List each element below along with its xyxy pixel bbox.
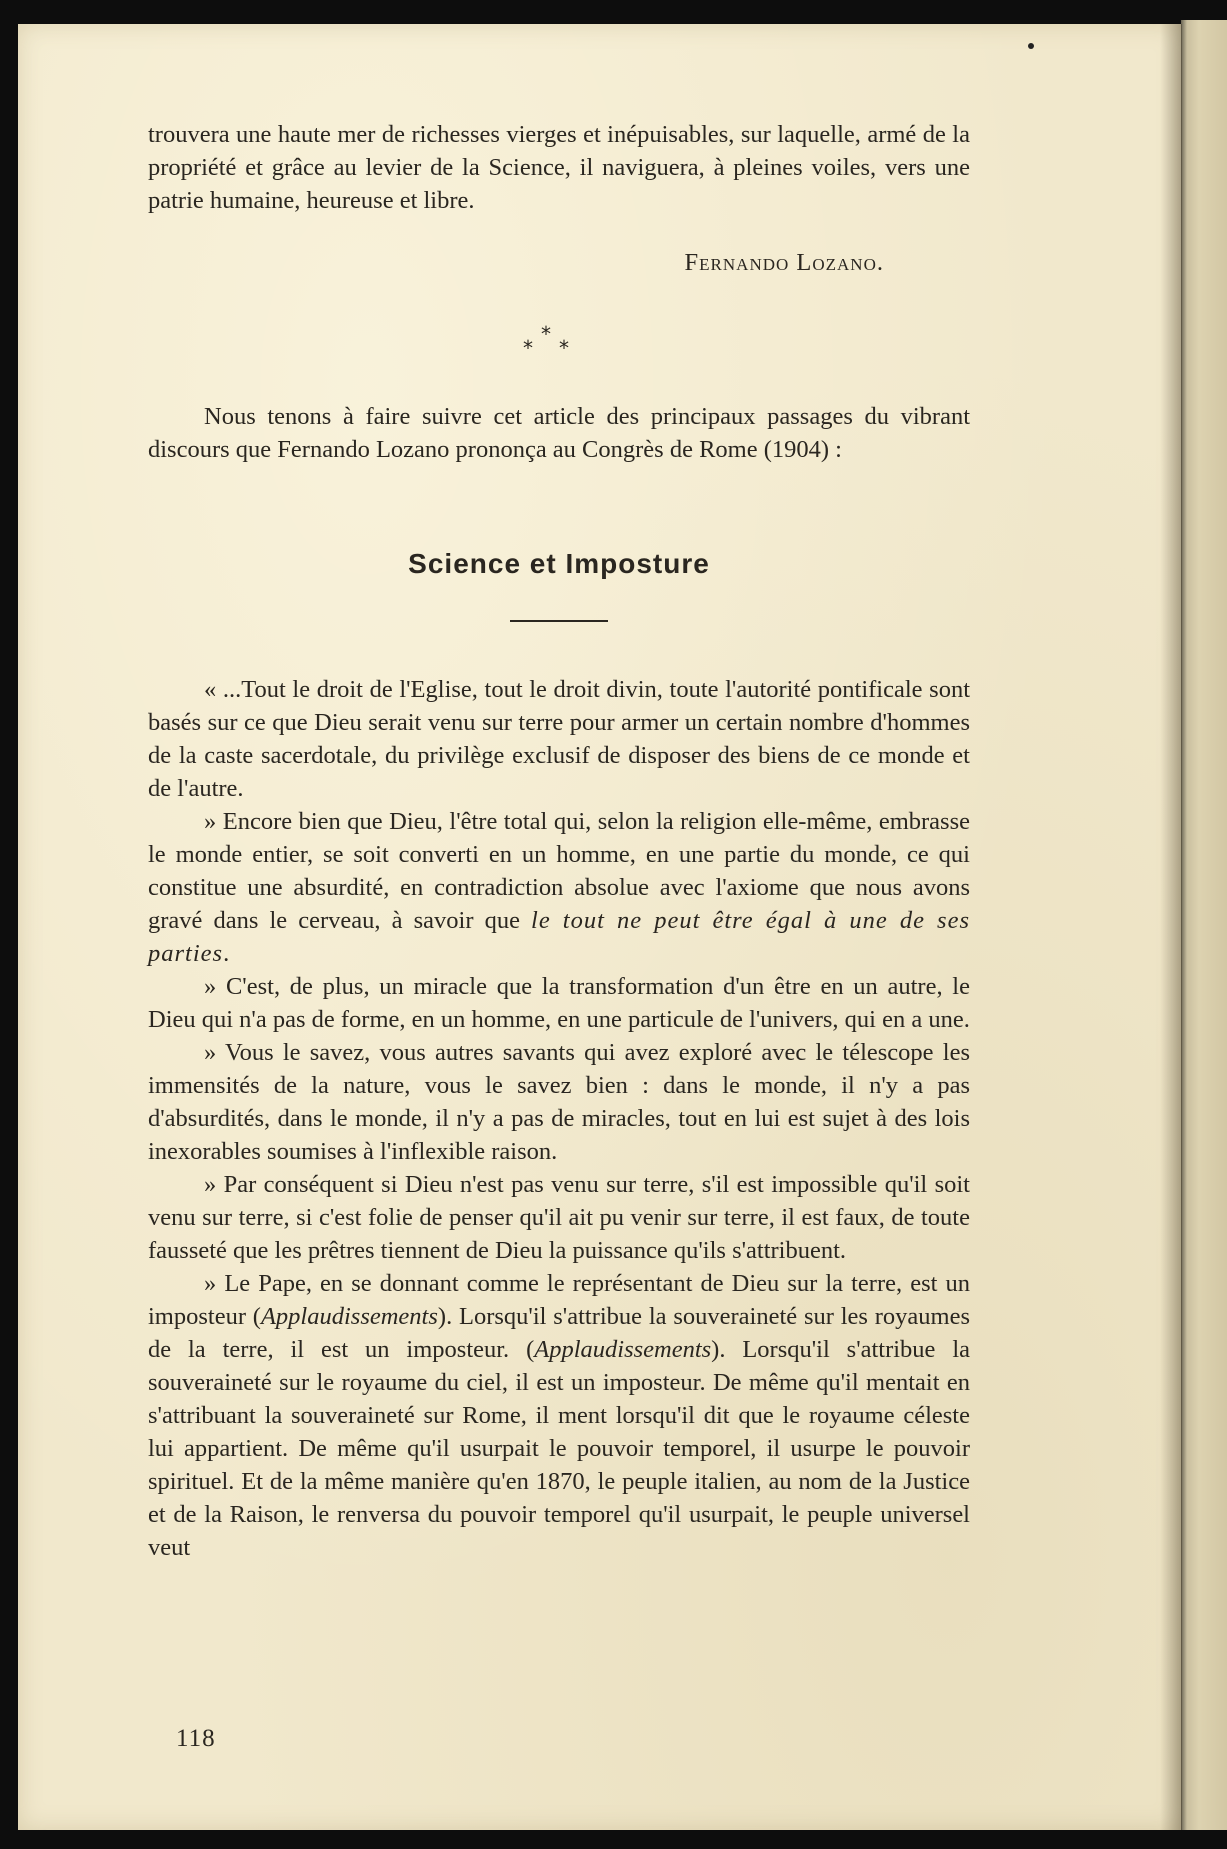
speech-paragraph-1: « ...Tout le droit de l'Eglise, tout le droit divin, toute l'autorité pontificale sont basés sur ce que Dieu serait venu sur terre pour armer un certain nombre d'hommes de la caste sacerdotale, du privilège exclusif de disposer des biens de ce monde et de l'autre. bbox=[148, 676, 970, 802]
asterism-star-left: * bbox=[523, 336, 533, 360]
applause-italic-1: Applaudissements bbox=[260, 1303, 438, 1330]
axiom-italic: le tout ne peut être égal à une de ses parties bbox=[148, 907, 970, 967]
intro-block bbox=[148, 400, 970, 466]
binding-shadow bbox=[1160, 24, 1182, 1830]
asterism-star-right: * bbox=[559, 336, 569, 360]
speech-paragraph-2 bbox=[148, 805, 970, 970]
speech-paragraph-6-a: » Le Pape, en se donnant comme le représentant de Dieu sur la terre, est un imposteur ( bbox=[148, 1270, 970, 1330]
speech-paragraph-2-end: . bbox=[223, 940, 230, 967]
speech-paragraph-6-c: ). Lorsqu'il s'attribue la souveraineté sur le royaume du ciel, il est un imposteur. De même qu'il mentait en s'attribuant la souveraineté sur Rome, il ment lorsqu'il dit que le royaume céleste lui appartient. De même qu'il usurpait le pouvoir temporel, il usurpe le pouvoir spirituel. Et de la même manière qu'en 1870, le peuple italien, au nom de la Justice et de la Raison, le renversa du pouvoir temporel qu'il usurpait, le peuple universel veut bbox=[148, 1336, 970, 1561]
speech-paragraph-6-b: ). Lorsqu'il s'attribue la souveraineté sur les royaumes de la terre, il est un imposteur. ( bbox=[148, 1303, 970, 1363]
speck-mark bbox=[1028, 43, 1034, 49]
intro-paragraph: Nous tenons à faire suivre cet article des principaux passages du vibrant discours que Fernando Lozano prononça au Congrès de Rome (1904) : bbox=[148, 403, 970, 463]
applause-italic-2: Applaudissements bbox=[534, 1336, 712, 1363]
speech-paragraph-2-text: » Encore bien que Dieu, l'être total qui, selon la religion elle-même, embrasse le monde entier, se soit converti en un homme, en une partie du monde, ce qui constitue une absurdité, en contradiction absolue avec l'axiome que nous avons gravé dans le cerveau, à savoir que bbox=[148, 808, 970, 934]
speech-body bbox=[148, 673, 970, 1564]
asterism-separator bbox=[520, 322, 580, 366]
speech-paragraph-3: » C'est, de plus, un miracle que la transformation d'un être en un autre, le Dieu qui n'a pas de forme, en un homme, en une particule de l'univers, qui en a une. bbox=[148, 973, 970, 1033]
top-paragraph-block bbox=[148, 118, 970, 217]
section-title: Science et Imposture bbox=[408, 548, 710, 579]
title-rule bbox=[510, 620, 608, 622]
page-number: 118 bbox=[176, 1725, 216, 1752]
author-signature: Fernando Lozano. bbox=[684, 249, 884, 276]
speech-paragraph-4: » Vous le savez, vous autres savants qui avez exploré avec le télescope les immensités de la nature, vous le savez bien : dans le monde, il n'y a pas d'absurdités, dans le monde, il n'y a pas de miracles, tout en lui est sujet à des lois inexorables soumises à l'inflexible raison. bbox=[148, 1039, 970, 1165]
speech-paragraph-6 bbox=[148, 1267, 970, 1564]
top-paragraph: trouvera une haute mer de richesses vierges et inépuisables, sur laquelle, armé de la propriété et grâce au levier de la Science, il naviguera, à pleines voiles, vers une patrie humaine, heureuse et libre. bbox=[148, 121, 970, 214]
speech-paragraph-5: » Par conséquent si Dieu n'est pas venu sur terre, s'il est impossible qu'il soit venu sur terre, si c'est folie de penser qu'il ait pu venir sur terre, il est faux, de toute fausseté que les prêtres tiennent de Dieu la puissance qu'ils s'attribuent. bbox=[148, 1171, 970, 1264]
adjacent-page-edge bbox=[1181, 20, 1227, 1830]
asterism-star-top: * bbox=[541, 322, 551, 346]
